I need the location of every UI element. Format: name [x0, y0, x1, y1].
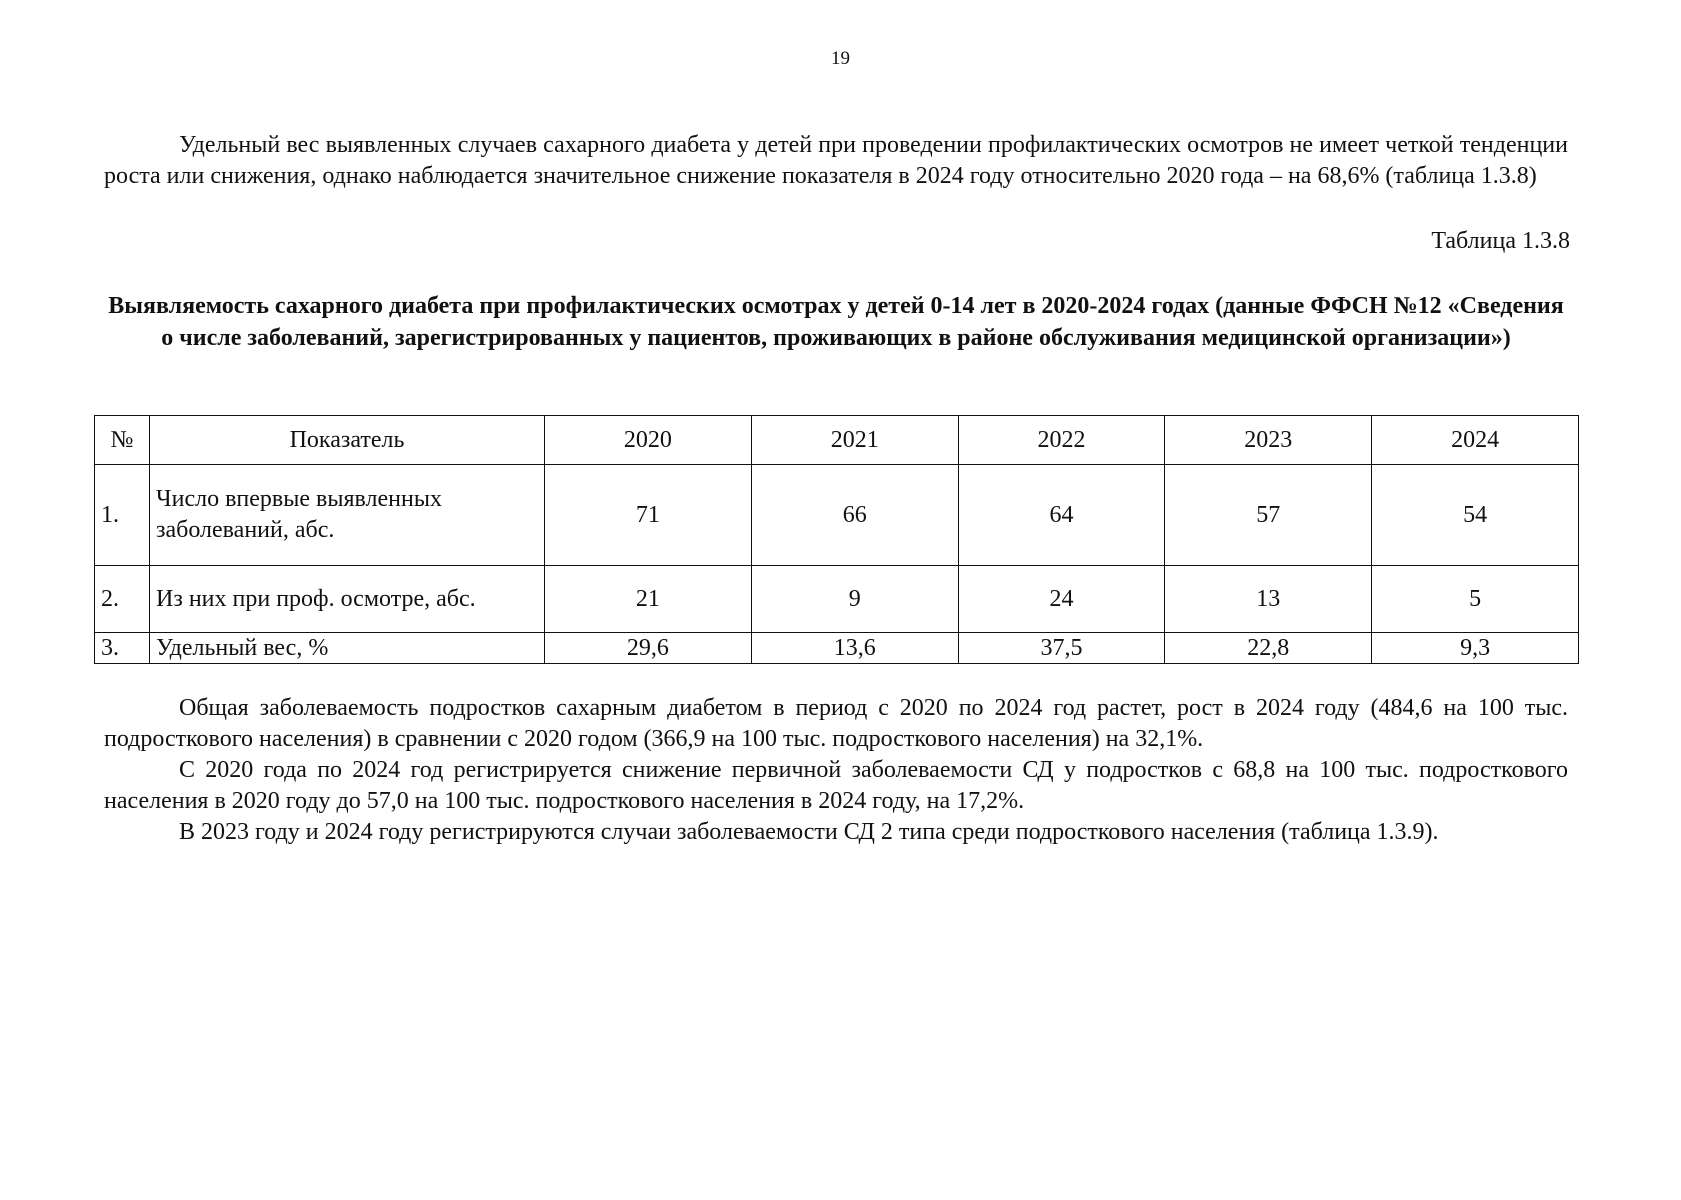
table-row: [95, 465, 1579, 566]
value-cell: 13,6: [751, 633, 958, 664]
row-indicator: Удельный вес, %: [150, 633, 545, 664]
value-cell: 66: [751, 465, 958, 566]
table-title: Выявляемость сахарного диабета при профилактических осмотрах у детей 0-14 лет в 2020-2024 годах (данные ФФСН №12 «Сведения о числе заболеваний, зарегистрированных у пациентов, проживающих в районе обслуживания медицинской организации»): [108, 293, 1564, 351]
header-2020: 2020: [545, 416, 752, 465]
value-cell: 22,8: [1165, 633, 1372, 664]
value-cell: 21: [545, 566, 752, 633]
morbidity-growth-paragraph: Общая заболеваемость подростков сахарным диабетом в период с 2020 по 2024 год растет, рост в 2024 году (484,6 на 100 тыс. подросткового населения) в сравнении с 2020 годом (366,9 на 100 тыс. подросткового населения) на 32,1%.: [104, 695, 1568, 752]
value-cell: 71: [545, 465, 752, 566]
row-indicator: Из них при проф. осмотре, абс.: [150, 566, 545, 633]
value-cell: 64: [958, 465, 1165, 566]
value-cell: 13: [1165, 566, 1372, 633]
header-num: №: [95, 416, 150, 465]
data-table: [94, 415, 1579, 664]
value-cell: 37,5: [958, 633, 1165, 664]
value-cell: 9,3: [1372, 633, 1579, 664]
row-number: 3.: [95, 633, 150, 664]
header-2021: 2021: [751, 416, 958, 465]
value-cell: 5: [1372, 566, 1579, 633]
table-caption: Таблица 1.3.8: [1431, 228, 1570, 254]
table-row: [95, 633, 1579, 664]
row-indicator: Число впервые выявленных заболеваний, абс.: [150, 465, 545, 566]
row-number: 2.: [95, 566, 150, 633]
header-2023: 2023: [1165, 416, 1372, 465]
header-2024: 2024: [1372, 416, 1579, 465]
primary-morbidity-paragraph: С 2020 года по 2024 год регистрируется снижение первичной заболеваемости СД у подростков с 68,8 на 100 тыс. подросткового населения в 2020 году до 57,0 на 100 тыс. подросткового населения в 2024 году, на 17,2%.: [104, 757, 1568, 814]
table-header-row: [95, 416, 1579, 465]
page-number: 19: [831, 48, 850, 69]
value-cell: 24: [958, 566, 1165, 633]
intro-paragraph: Удельный вес выявленных случаев сахарного диабета у детей при проведении профилактических осмотров не имеет четкой тенденции роста или снижения, однако наблюдается значительное снижение показателя в 2024 году относительно 2020 года – на 68,6% (таблица 1.3.8): [104, 132, 1568, 189]
value-cell: 54: [1372, 465, 1579, 566]
table-row: [95, 566, 1579, 633]
row-number: 1.: [95, 465, 150, 566]
header-indicator: Показатель: [150, 416, 545, 465]
value-cell: 57: [1165, 465, 1372, 566]
value-cell: 9: [751, 566, 958, 633]
header-2022: 2022: [958, 416, 1165, 465]
value-cell: 29,6: [545, 633, 752, 664]
type2-diabetes-paragraph: В 2023 году и 2024 году регистрируются случаи заболеваемости СД 2 типа среди подросткового населения (таблица 1.3.9).: [179, 819, 1439, 845]
